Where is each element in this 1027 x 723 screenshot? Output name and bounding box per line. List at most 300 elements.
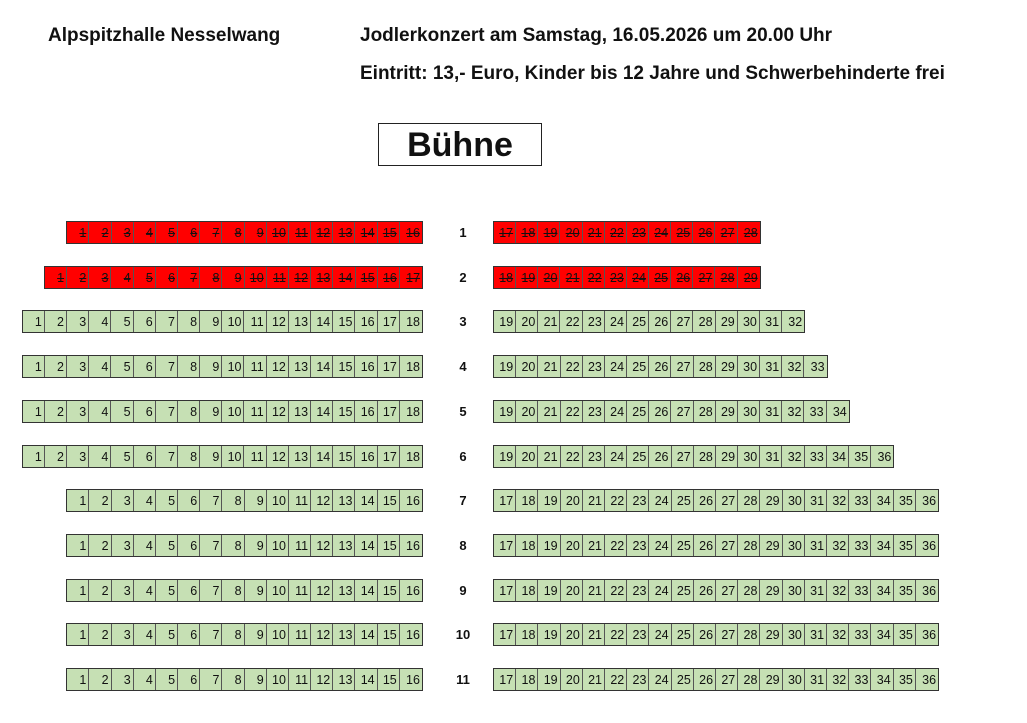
seat[interactable]: 18 [516,624,538,645]
seat[interactable]: 34 [827,401,849,422]
seat[interactable]: 21 [583,580,605,601]
seat[interactable]: 22 [605,669,627,690]
seat[interactable]: 33 [805,446,827,467]
seat[interactable]: 16 [355,356,377,377]
seat[interactable]: 24 [649,669,671,690]
seat[interactable]: 22 [605,624,627,645]
seat[interactable]: 7 [200,669,222,690]
seat[interactable]: 26 [694,624,716,645]
seat[interactable]: 7 [200,535,222,556]
seat[interactable]: 9 [245,669,267,690]
seat[interactable]: 10 [267,490,289,511]
seat[interactable]: 10 [245,267,267,288]
seat[interactable]: 3 [67,401,89,422]
seat[interactable]: 10 [267,535,289,556]
seat[interactable]: 28 [738,624,760,645]
seat[interactable]: 11 [267,267,289,288]
seat[interactable]: 18 [400,356,422,377]
seat[interactable]: 26 [694,580,716,601]
seat[interactable]: 21 [538,401,560,422]
seat[interactable]: 27 [693,267,715,288]
seat[interactable]: 33 [849,580,871,601]
seat[interactable]: 1 [67,580,89,601]
seat[interactable]: 9 [245,624,267,645]
seat[interactable]: 16 [355,401,377,422]
seat[interactable]: 27 [716,535,738,556]
seat[interactable]: 28 [738,535,760,556]
seat[interactable]: 23 [627,580,649,601]
seat[interactable]: 24 [649,222,671,243]
seat[interactable]: 34 [871,535,893,556]
seat[interactable]: 6 [178,580,200,601]
seat[interactable]: 8 [222,535,244,556]
seat[interactable]: 10 [267,580,289,601]
seat[interactable]: 11 [289,490,311,511]
seat[interactable]: 12 [311,222,333,243]
seat[interactable]: 6 [178,222,200,243]
seat[interactable]: 23 [583,446,605,467]
seat[interactable]: 23 [605,267,627,288]
seat[interactable]: 19 [538,222,560,243]
seat[interactable]: 23 [627,624,649,645]
seat[interactable]: 12 [267,401,289,422]
seat[interactable]: 12 [267,311,289,332]
seat[interactable]: 3 [112,624,134,645]
seat[interactable]: 36 [916,580,938,601]
seat[interactable]: 5 [156,580,178,601]
seat[interactable]: 13 [333,490,355,511]
seat[interactable]: 3 [67,356,89,377]
seat[interactable]: 22 [561,401,583,422]
seat[interactable]: 5 [111,311,133,332]
seat[interactable]: 8 [178,446,200,467]
seat[interactable]: 32 [782,401,804,422]
seat[interactable]: 29 [716,356,738,377]
seat[interactable]: 2 [89,669,111,690]
seat[interactable]: 9 [245,222,267,243]
seat[interactable]: 8 [178,401,200,422]
seat[interactable]: 27 [671,311,693,332]
seat[interactable]: 20 [561,535,583,556]
seat[interactable]: 13 [289,311,311,332]
seat[interactable]: 1 [23,446,45,467]
seat[interactable]: 2 [89,580,111,601]
seat[interactable]: 30 [738,356,760,377]
seat[interactable]: 5 [111,446,133,467]
seat[interactable]: 1 [23,401,45,422]
seat[interactable]: 2 [45,356,67,377]
seat[interactable]: 15 [378,669,400,690]
seat[interactable]: 6 [134,446,156,467]
seat[interactable]: 7 [200,490,222,511]
seat[interactable]: 26 [694,535,716,556]
seat[interactable]: 16 [400,222,422,243]
seat[interactable]: 15 [333,356,355,377]
seat[interactable]: 19 [494,311,516,332]
seat[interactable]: 24 [605,356,627,377]
seat[interactable]: 13 [289,401,311,422]
seat[interactable]: 20 [561,624,583,645]
seat[interactable]: 31 [805,580,827,601]
seat[interactable]: 10 [267,624,289,645]
seat[interactable]: 32 [827,535,849,556]
seat[interactable]: 4 [89,401,111,422]
seat[interactable]: 30 [783,669,805,690]
seat[interactable]: 3 [112,669,134,690]
seat[interactable]: 26 [671,267,693,288]
seat[interactable]: 12 [311,490,333,511]
seat[interactable]: 35 [894,490,916,511]
seat[interactable]: 15 [333,446,355,467]
seat[interactable]: 11 [289,580,311,601]
seat[interactable]: 31 [805,669,827,690]
seat[interactable]: 23 [627,222,649,243]
seat[interactable]: 15 [378,535,400,556]
seat[interactable]: 28 [694,446,716,467]
seat[interactable]: 7 [156,401,178,422]
seat[interactable]: 17 [400,267,422,288]
seat[interactable]: 24 [649,624,671,645]
seat[interactable]: 18 [516,490,538,511]
seat[interactable]: 22 [583,267,605,288]
seat[interactable]: 29 [760,580,782,601]
seat[interactable]: 6 [178,669,200,690]
seat[interactable]: 21 [560,267,582,288]
seat[interactable]: 4 [134,535,156,556]
seat[interactable]: 35 [894,580,916,601]
seat[interactable]: 33 [849,624,871,645]
seat[interactable]: 15 [378,490,400,511]
seat[interactable]: 29 [716,446,738,467]
seat[interactable]: 36 [871,446,893,467]
seat[interactable]: 13 [333,624,355,645]
seat[interactable]: 1 [23,356,45,377]
seat[interactable]: 13 [289,446,311,467]
seat[interactable]: 19 [516,267,538,288]
seat[interactable]: 33 [804,356,826,377]
seat[interactable]: 4 [89,311,111,332]
seat[interactable]: 25 [672,535,694,556]
seat[interactable]: 21 [583,222,605,243]
seat[interactable]: 2 [89,624,111,645]
seat[interactable]: 35 [894,624,916,645]
seat[interactable]: 18 [516,669,538,690]
seat[interactable]: 33 [849,535,871,556]
seat[interactable]: 13 [333,222,355,243]
seat[interactable]: 16 [378,267,400,288]
seat[interactable]: 27 [716,580,738,601]
seat[interactable]: 22 [605,535,627,556]
seat[interactable]: 13 [333,580,355,601]
seat[interactable]: 1 [45,267,67,288]
seat[interactable]: 33 [804,401,826,422]
seat[interactable]: 20 [516,356,538,377]
seat[interactable]: 27 [716,624,738,645]
seat[interactable]: 30 [738,401,760,422]
seat[interactable]: 31 [760,356,782,377]
seat[interactable]: 32 [782,356,804,377]
seat[interactable]: 1 [67,535,89,556]
seat[interactable]: 14 [355,624,377,645]
seat[interactable]: 5 [156,490,178,511]
seat[interactable]: 11 [289,535,311,556]
seat[interactable]: 2 [67,267,89,288]
seat[interactable]: 12 [267,356,289,377]
seat[interactable]: 10 [222,401,244,422]
seat[interactable]: 28 [715,267,737,288]
seat[interactable]: 7 [200,580,222,601]
seat[interactable]: 17 [494,222,516,243]
seat[interactable]: 14 [355,535,377,556]
seat[interactable]: 2 [89,490,111,511]
seat[interactable]: 18 [516,535,538,556]
seat[interactable]: 4 [89,356,111,377]
seat[interactable]: 27 [716,669,738,690]
seat[interactable]: 28 [738,222,760,243]
seat[interactable]: 24 [605,311,627,332]
seat[interactable]: 21 [583,490,605,511]
seat[interactable]: 32 [782,446,804,467]
seat[interactable]: 18 [400,401,422,422]
seat[interactable]: 21 [538,446,560,467]
seat[interactable]: 3 [89,267,111,288]
seat[interactable]: 20 [561,490,583,511]
seat[interactable]: 30 [783,580,805,601]
seat[interactable]: 23 [583,356,605,377]
seat[interactable]: 11 [244,311,266,332]
seat[interactable]: 20 [538,267,560,288]
seat[interactable]: 30 [783,490,805,511]
seat[interactable]: 35 [849,446,871,467]
seat[interactable]: 19 [494,356,516,377]
seat[interactable]: 25 [672,580,694,601]
seat[interactable]: 21 [583,624,605,645]
seat[interactable]: 32 [827,624,849,645]
seat[interactable]: 20 [516,311,538,332]
seat[interactable]: 5 [156,222,178,243]
seat[interactable]: 24 [649,490,671,511]
seat[interactable]: 7 [200,624,222,645]
seat[interactable]: 21 [583,535,605,556]
seat[interactable]: 28 [694,356,716,377]
seat[interactable]: 8 [200,267,222,288]
seat[interactable]: 11 [289,669,311,690]
seat[interactable]: 25 [672,669,694,690]
seat[interactable]: 18 [516,580,538,601]
seat[interactable]: 5 [111,401,133,422]
seat[interactable]: 7 [156,446,178,467]
seat[interactable]: 36 [916,535,938,556]
seat[interactable]: 11 [244,401,266,422]
seat[interactable]: 19 [538,580,560,601]
seat[interactable]: 3 [67,446,89,467]
seat[interactable]: 2 [89,535,111,556]
seat[interactable]: 18 [494,267,516,288]
seat[interactable]: 25 [627,401,649,422]
seat[interactable]: 34 [871,669,893,690]
seat[interactable]: 1 [67,669,89,690]
seat[interactable]: 15 [356,267,378,288]
seat[interactable]: 2 [45,446,67,467]
seat[interactable]: 19 [538,624,560,645]
seat[interactable]: 29 [716,311,738,332]
seat[interactable]: 31 [805,624,827,645]
seat[interactable]: 12 [267,446,289,467]
seat[interactable]: 19 [538,490,560,511]
seat[interactable]: 30 [738,311,760,332]
seat[interactable]: 17 [378,356,400,377]
seat[interactable]: 2 [89,222,111,243]
seat[interactable]: 15 [378,580,400,601]
seat[interactable]: 27 [672,446,694,467]
seat[interactable]: 22 [605,580,627,601]
seat[interactable]: 25 [627,311,649,332]
seat[interactable]: 28 [693,311,715,332]
seat[interactable]: 29 [716,401,738,422]
seat[interactable]: 8 [222,669,244,690]
seat[interactable]: 15 [378,222,400,243]
seat[interactable]: 6 [178,624,200,645]
seat[interactable]: 36 [916,490,938,511]
seat[interactable]: 6 [156,267,178,288]
seat[interactable]: 13 [289,356,311,377]
seat[interactable]: 31 [805,490,827,511]
seat[interactable]: 25 [627,446,649,467]
seat[interactable]: 26 [649,401,671,422]
seat[interactable]: 12 [311,580,333,601]
seat[interactable]: 14 [355,490,377,511]
seat[interactable]: 24 [649,580,671,601]
seat[interactable]: 7 [200,222,222,243]
seat[interactable]: 3 [112,490,134,511]
seat[interactable]: 14 [333,267,355,288]
seat[interactable]: 5 [111,356,133,377]
seat[interactable]: 36 [916,624,938,645]
seat[interactable]: 3 [67,311,89,332]
seat[interactable]: 3 [112,222,134,243]
seat[interactable]: 26 [649,446,671,467]
seat[interactable]: 20 [516,446,538,467]
seat[interactable]: 14 [311,401,333,422]
seat[interactable]: 1 [67,222,89,243]
seat[interactable]: 8 [178,311,200,332]
seat[interactable]: 1 [67,490,89,511]
seat[interactable]: 19 [538,535,560,556]
seat[interactable]: 22 [561,356,583,377]
seat[interactable]: 10 [222,311,244,332]
seat[interactable]: 25 [671,222,693,243]
seat[interactable]: 30 [783,535,805,556]
seat[interactable]: 10 [267,669,289,690]
seat[interactable]: 5 [156,624,178,645]
seat[interactable]: 4 [111,267,133,288]
seat[interactable]: 6 [134,311,156,332]
seat[interactable]: 9 [245,490,267,511]
seat[interactable]: 4 [134,624,156,645]
seat[interactable]: 10 [222,356,244,377]
seat[interactable]: 20 [561,669,583,690]
seat[interactable]: 25 [672,490,694,511]
seat[interactable]: 33 [849,490,871,511]
seat[interactable]: 5 [134,267,156,288]
seat[interactable]: 23 [627,669,649,690]
seat[interactable]: 26 [649,311,671,332]
seat[interactable]: 7 [156,311,178,332]
seat[interactable]: 15 [333,401,355,422]
seat[interactable]: 17 [378,311,400,332]
seat[interactable]: 16 [400,669,422,690]
seat[interactable]: 26 [694,669,716,690]
seat[interactable]: 8 [178,356,200,377]
seat[interactable]: 18 [516,222,538,243]
seat[interactable]: 26 [693,222,715,243]
seat[interactable]: 29 [738,267,760,288]
seat[interactable]: 21 [583,669,605,690]
seat[interactable]: 25 [627,356,649,377]
seat[interactable]: 12 [311,624,333,645]
seat[interactable]: 15 [333,311,355,332]
seat[interactable]: 1 [67,624,89,645]
seat[interactable]: 28 [738,580,760,601]
seat[interactable]: 27 [671,401,693,422]
seat[interactable]: 25 [672,624,694,645]
seat[interactable]: 2 [45,401,67,422]
seat[interactable]: 17 [494,669,516,690]
seat[interactable]: 23 [627,535,649,556]
seat[interactable]: 14 [355,669,377,690]
seat[interactable]: 11 [244,356,266,377]
seat[interactable]: 14 [311,446,333,467]
seat[interactable]: 32 [827,580,849,601]
seat[interactable]: 32 [827,490,849,511]
seat[interactable]: 4 [134,222,156,243]
seat[interactable]: 30 [738,446,760,467]
seat[interactable]: 11 [289,222,311,243]
seat[interactable]: 29 [760,490,782,511]
seat[interactable]: 14 [355,580,377,601]
seat[interactable]: 26 [649,356,671,377]
seat[interactable]: 24 [605,401,627,422]
seat[interactable]: 9 [200,356,222,377]
seat[interactable]: 24 [627,267,649,288]
seat[interactable]: 34 [827,446,849,467]
seat[interactable]: 8 [222,624,244,645]
seat[interactable]: 20 [516,401,538,422]
seat[interactable]: 14 [311,356,333,377]
seat[interactable]: 16 [400,490,422,511]
seat[interactable]: 17 [494,580,516,601]
seat[interactable]: 28 [738,490,760,511]
seat[interactable]: 19 [538,669,560,690]
seat[interactable]: 22 [605,222,627,243]
seat[interactable]: 34 [871,624,893,645]
seat[interactable]: 14 [311,311,333,332]
seat[interactable]: 27 [716,490,738,511]
seat[interactable]: 9 [222,267,244,288]
seat[interactable]: 19 [494,401,516,422]
seat[interactable]: 13 [333,669,355,690]
seat[interactable]: 29 [760,624,782,645]
seat[interactable]: 12 [311,535,333,556]
seat[interactable]: 17 [378,401,400,422]
seat[interactable]: 12 [289,267,311,288]
seat[interactable]: 6 [178,490,200,511]
seat[interactable]: 7 [178,267,200,288]
seat[interactable]: 13 [311,267,333,288]
seat[interactable]: 6 [134,401,156,422]
seat[interactable]: 22 [561,446,583,467]
seat[interactable]: 5 [156,535,178,556]
